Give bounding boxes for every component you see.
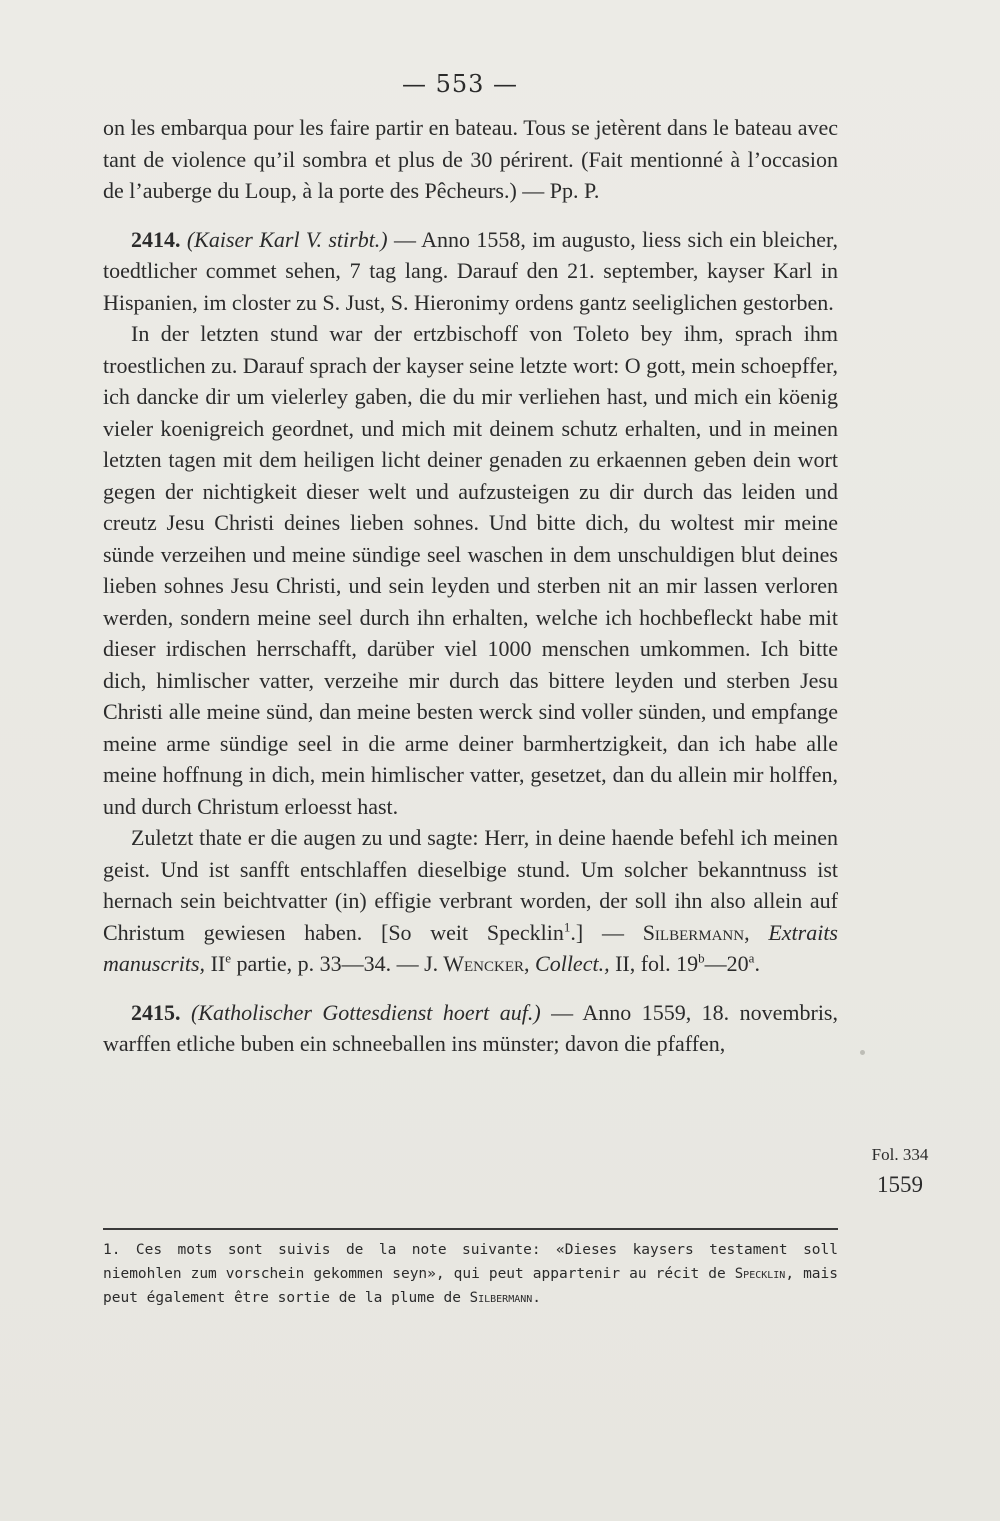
- source-folio-mid: —20: [704, 951, 749, 976]
- margin-folio-note: Fol. 334: [871, 1145, 929, 1164]
- footnote-rule: [103, 1228, 838, 1230]
- entry-number: 2414.: [131, 226, 181, 252]
- main-text: [103, 112, 838, 1060]
- page-number: — 553 —: [401, 70, 519, 98]
- entry-title: (Katholischer Gottesdienst hoert auf.): [190, 999, 541, 1025]
- footnote-mid: , mais peut également être sortie de la plume de: [103, 1266, 838, 1306]
- source-folio-sup-1: b: [698, 950, 705, 966]
- source-folio-sup-2: a: [748, 950, 755, 966]
- entry-2414: [103, 224, 838, 319]
- footnote-ref: 1: [563, 919, 571, 935]
- source-work-2: Collect.,: [535, 951, 610, 976]
- source-author-2: J. Wencker,: [424, 951, 530, 976]
- source-part-sup: e: [225, 950, 231, 966]
- paragraph-text-end: .] —: [570, 919, 624, 945]
- source-part-number: II: [210, 951, 226, 976]
- footnote-lead: 1. Ces mots sont suivis de la note suivante: «Dieses kaysers testament soll niemohlen zum vorschein gekommen seyn», qui peut appartenir au récit de: [103, 1242, 838, 1282]
- continuation-paragraph: [103, 112, 838, 207]
- paper-speck: [860, 1050, 865, 1055]
- entry-2415: [103, 997, 838, 1060]
- margin-year-note: 1559: [877, 1172, 923, 1197]
- footnote-end: .: [532, 1290, 542, 1306]
- source-folio: II, fol. 19: [609, 951, 699, 976]
- source-end: .: [754, 951, 760, 976]
- source-work: Extraits manuscrits,: [103, 919, 838, 976]
- footnote-name-2: Silbermann: [469, 1290, 533, 1306]
- entry-number: 2415.: [131, 999, 181, 1025]
- entry-text: — Anno 1559, 18. novembris, warffen etliche buben ein schneeballen ins münster; davon die pfaffen,: [103, 999, 838, 1056]
- source-author: Silbermann,: [642, 919, 750, 945]
- footnote-name-1: Specklin: [734, 1266, 786, 1282]
- footnote: [103, 1238, 838, 1310]
- continuation-source: — Pp. P.: [522, 178, 600, 203]
- entry-2414-paragraph-3: [103, 822, 838, 980]
- entry-text: — Anno 1558, im augusto, liess sich ein bleicher, toedtlicher commet sehen, 7 tag lang. Darauf den 21. september, kayser Karl in Hispanien, im closter zu S. Just, S. Hieronimy ordens gantz seeliglichen gestorben.: [103, 226, 839, 315]
- entry-title: (Kaiser Karl V. stirbt.): [186, 226, 388, 252]
- paragraph-text: Zuletzt thate er die augen zu und sagte: Herr, in deine haende befehl ich meinen geist. Und ist sanfft entschlaffen dieselbige stund. Um solcher bekanntnuss ist hernach sein beichtvatter (in) effigie verbrant worden, der soll ihn also allein auf Christum gewiesen haben. [So weit Specklin: [103, 825, 838, 945]
- continuation-text: on les embarqua pour les faire partir en bateau. Tous se jetèrent dans le bateau avec tant de violence qu’il sombra et plus de 30 périrent. (Fait mentionné à l’occasion de l’auberge du Loup, à la porte des Pêcheurs.): [103, 115, 838, 203]
- entry-2414-paragraph-2: In der letzten stund war der ertzbischoff von Toleto bey ihm, sprach ihm troestlichen zu. Darauf sprach der kayser seine letzte wort: O gott, mein schoepffer, ich dancke dir um vielerley gaben, die du mir verliehen hast, und mich ein köenig vieler koenigreich geordnet, und mich mit deinem schutz erhalten, und in meinen letzten tagen mit dem heiligen licht deiner genaden zu erkaennen geben dein wort gegen der nichtigkeit dieser welt und aufzusteigen zu dir durch das leiden und creutz Jesu Christi deines lieben sohnes. Und bitte dich, du woltest mir meine sünde verzeihen und meine sündige seel waschen in dem unschuldigen blut deines lieben sohnes Jesu Christi, und sein leyden und sterben nit an mir lassen verloren werden, sondern meine seel durch ihn erhalten, welche ich hochbefleckt habe mit dieser irdischen herrschafft, darüber viel 1000 menschen umkommen. Ich bitte dich, himlischer vatter, verzeihe mir durch das bittere leyden und sterben Jesu Christi alle meine sünd, dan meine besten werck sind voller sünden, und empfange meine arme sündige seel in die arme deiner barmhertzigkeit, dan ich habe alle meine hoffnung in dich, mein himlischer vatter, gesetzet, dan du allein mir holffen, und durch Christum erloesst hast.: [103, 321, 838, 819]
- source-part-rest: partie, p. 33—34. —: [231, 951, 419, 976]
